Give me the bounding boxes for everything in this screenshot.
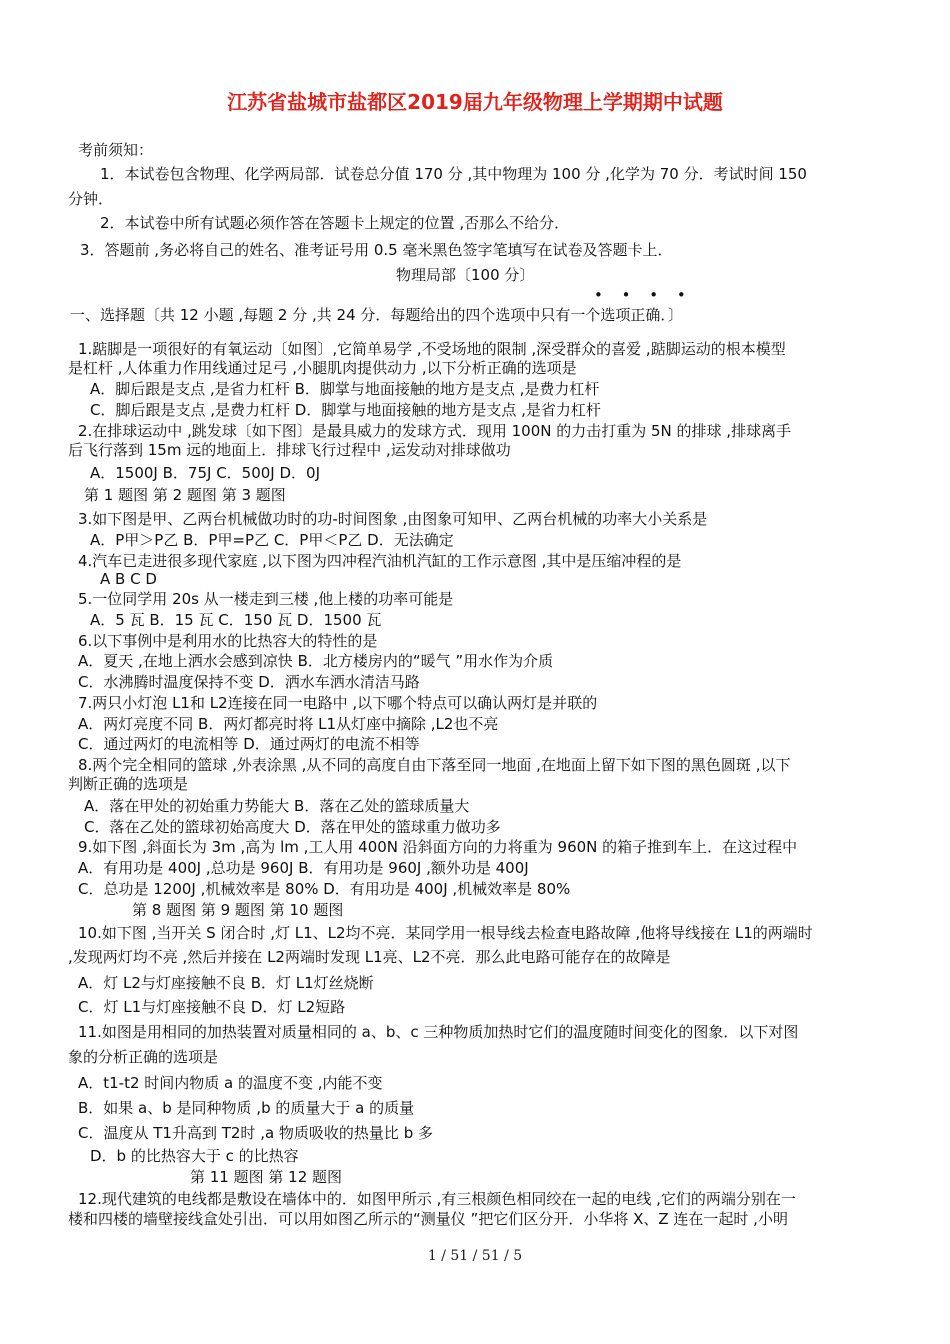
text-line: 6.以下事例中是利用水的比热容大的特性的是 bbox=[78, 632, 378, 650]
text-line: 12.现代建筑的电线都是敷设在墙体中的．如图甲所示 ,有三根颜色相同绞在一起的电线 ,它们的两端分别在一 bbox=[78, 1190, 796, 1208]
text-line: A．5 瓦 B．15 瓦 C．150 瓦 D．1500 瓦 bbox=[90, 611, 382, 629]
text-line: A．有用功是 400J ,总功是 960J B．有用功是 960J ,额外功是 400J bbox=[78, 859, 529, 877]
text-line: 5.一位同学用 20s 从一楼走到三楼 ,他上楼的功率可能是 bbox=[78, 590, 454, 608]
text-line: 判断正确的选项是 bbox=[68, 775, 189, 793]
text-line: C．通过两灯的电流相等 D．通过两灯的电流不相等 bbox=[78, 735, 420, 753]
emphasis-dots: • • • • bbox=[594, 286, 693, 304]
text-line: 后飞行落到 15m 远的地面上．排球飞行过程中 ,运发动对排球做功 bbox=[68, 441, 511, 459]
text-line: B．如果 a、b 是同种物质 ,b 的质量大于 a 的质量 bbox=[78, 1099, 415, 1117]
text-line: 第 11 题图 第 12 题图 bbox=[190, 1168, 343, 1186]
text-line: 3．答题前 ,务必将自己的姓名、准考证号用 0.5 毫米黑色签字笔填写在试卷及答题卡上． bbox=[80, 241, 673, 259]
text-line: A B C D bbox=[100, 570, 157, 588]
text-line: C．总功是 1200J ,机械效率是 80% D．有用功是 400J ,机械效率是 80% bbox=[78, 880, 571, 898]
text-line: A．P甲＞P乙 B．P甲=P乙 C．P甲＜P乙 D．无法确定 bbox=[90, 531, 454, 549]
text-line: C．落在乙处的篮球初始高度大 D．落在甲处的篮球重力做功多 bbox=[84, 818, 501, 836]
text-line: 第 1 题图 第 2 题图 第 3 题图 bbox=[84, 486, 286, 504]
text-line: 4.汽车已走进很多现代家庭 ,以下图为四冲程汽油机汽缸的工作示意图 ,其中是压缩冲程的是 bbox=[78, 552, 682, 570]
text-line: 是杠杆 ,人体重力作用线通过足弓 ,小腿肌肉提供动力 ,以下分析正确的选项是 bbox=[68, 359, 577, 377]
text-line: 象的分析正确的选项是 bbox=[68, 1048, 219, 1066]
text-line: A．脚后跟是支点 ,是省力杠杆 B．脚掌与地面接触的地方是支点 ,是费力杠杆 bbox=[90, 380, 600, 398]
text-line: A．落在甲处的初始重力势能大 B．落在乙处的篮球质量大 bbox=[84, 797, 470, 815]
text-line: A．t1-t2 时间内物质 a 的温度不变 ,内能不变 bbox=[78, 1074, 383, 1092]
page-title: 江苏省盐城市盐都区2019届九年级物理上学期期中试题 bbox=[227, 90, 723, 114]
page-number: 1 / 51 / 51 / 5 bbox=[427, 1248, 523, 1264]
text-line: 2．本试卷中所有试题必须作答在答题卡上规定的位置 ,否那么不给分． bbox=[100, 214, 570, 232]
text-line: A．两灯亮度不同 B．两灯都亮时将 L1从灯座中摘除 ,L2也不亮 bbox=[78, 715, 499, 733]
text-line: 10.如下图 ,当开关 S 闭合时 ,灯 L1、L2均不亮．某同学用一根导线去检查电路故障 ,他将导线接在 L1的两端时 bbox=[78, 924, 813, 942]
text-line: 7.两只小灯泡 L1和 L2连接在同一电路中 ,以下哪个特点可以确认两灯是并联的 bbox=[78, 694, 598, 712]
text-line: 分钟． bbox=[68, 190, 114, 208]
text-line: A．夏天 ,在地上洒水会感到凉快 B．北方楼房内的“暖气 ”用水作为介质 bbox=[78, 652, 554, 670]
text-line: ,发现两灯均不亮 ,然后并接在 L2两端时发现 L1亮、L2不亮．那么此电路可能存在的故障是 bbox=[68, 948, 671, 966]
text-line: 第 8 题图 第 9 题图 第 10 题图 bbox=[132, 901, 344, 919]
text-line: A．1500J B．75J C．500J D．0J bbox=[90, 464, 321, 482]
text-line: 物理局部〔100 分〕 bbox=[396, 266, 535, 284]
text-line: D．b 的比热容大于 c 的比热容 bbox=[90, 1147, 299, 1165]
text-line: 1.踮脚是一项很好的有氧运动〔如图〕,它简单易学 ,不受场地的限制 ,深受群众的喜爱 ,踮脚运动的根本模型 bbox=[78, 340, 786, 358]
text-line: 2.在排球运动中 ,跳发球〔如下图〕是最具威力的发球方式．现用 100N 的力击打重为 5N 的排球 ,排球离手 bbox=[78, 422, 792, 440]
text-line: C．灯 L1与灯座接触不良 D．灯 L2短路 bbox=[78, 998, 346, 1016]
text-line: 3.如下图是甲、乙两台机械做功时的功-时间图象 ,由图象可知甲、乙两台机械的功率大小关系是 bbox=[78, 510, 708, 528]
text-line: 9.如下图 ,斜面长为 3m ,高为 lm ,工人用 400N 沿斜面方向的力将重为 960N 的箱子推到车上．在这过程中 bbox=[78, 838, 798, 856]
text-line: C．温度从 T1升高到 T2时 ,a 物质吸收的热量比 b 多 bbox=[78, 1124, 433, 1142]
text-line: 楼和四楼的墙壁接线盒处引出．可以用如图乙所示的“测量仪 ”把它们区分开．小华将 X、Z 连在一起时 ,小明 bbox=[68, 1210, 788, 1228]
text-line: A．灯 L2与灯座接触不良 B．灯 L1灯丝烧断 bbox=[78, 974, 374, 992]
text-line: 考前须知： bbox=[78, 141, 154, 159]
text-line: 8.两个完全相同的篮球 ,外表涂黑 ,从不同的高度自由下落至同一地面 ,在地面上留下如下图的黑色圆斑 ,以下 bbox=[78, 756, 791, 774]
text-line: C．脚后跟是支点 ,是费力杠杆 D．脚掌与地面接触的地方是支点 ,是省力杠杆 bbox=[90, 401, 601, 419]
text-line: C．水沸腾时温度保持不变 D．洒水车洒水清洁马路 bbox=[78, 673, 420, 691]
text-line: 1．本试卷包含物理、化学两局部．试卷总分值 170 分 ,其中物理为 100 分 ,化学为 70 分．考试时间 150 bbox=[100, 165, 807, 183]
text-line: 11.如图是用相同的加热装置对质量相同的 a、b、c 三种物质加热时它们的温度随时间变化的图象．以下对图 bbox=[78, 1023, 799, 1041]
text-line: 一、选择题〔共 12 小题 ,每题 2 分 ,共 24 分．每题给出的四个选项中只有一个选项正确．〕 bbox=[70, 306, 683, 324]
